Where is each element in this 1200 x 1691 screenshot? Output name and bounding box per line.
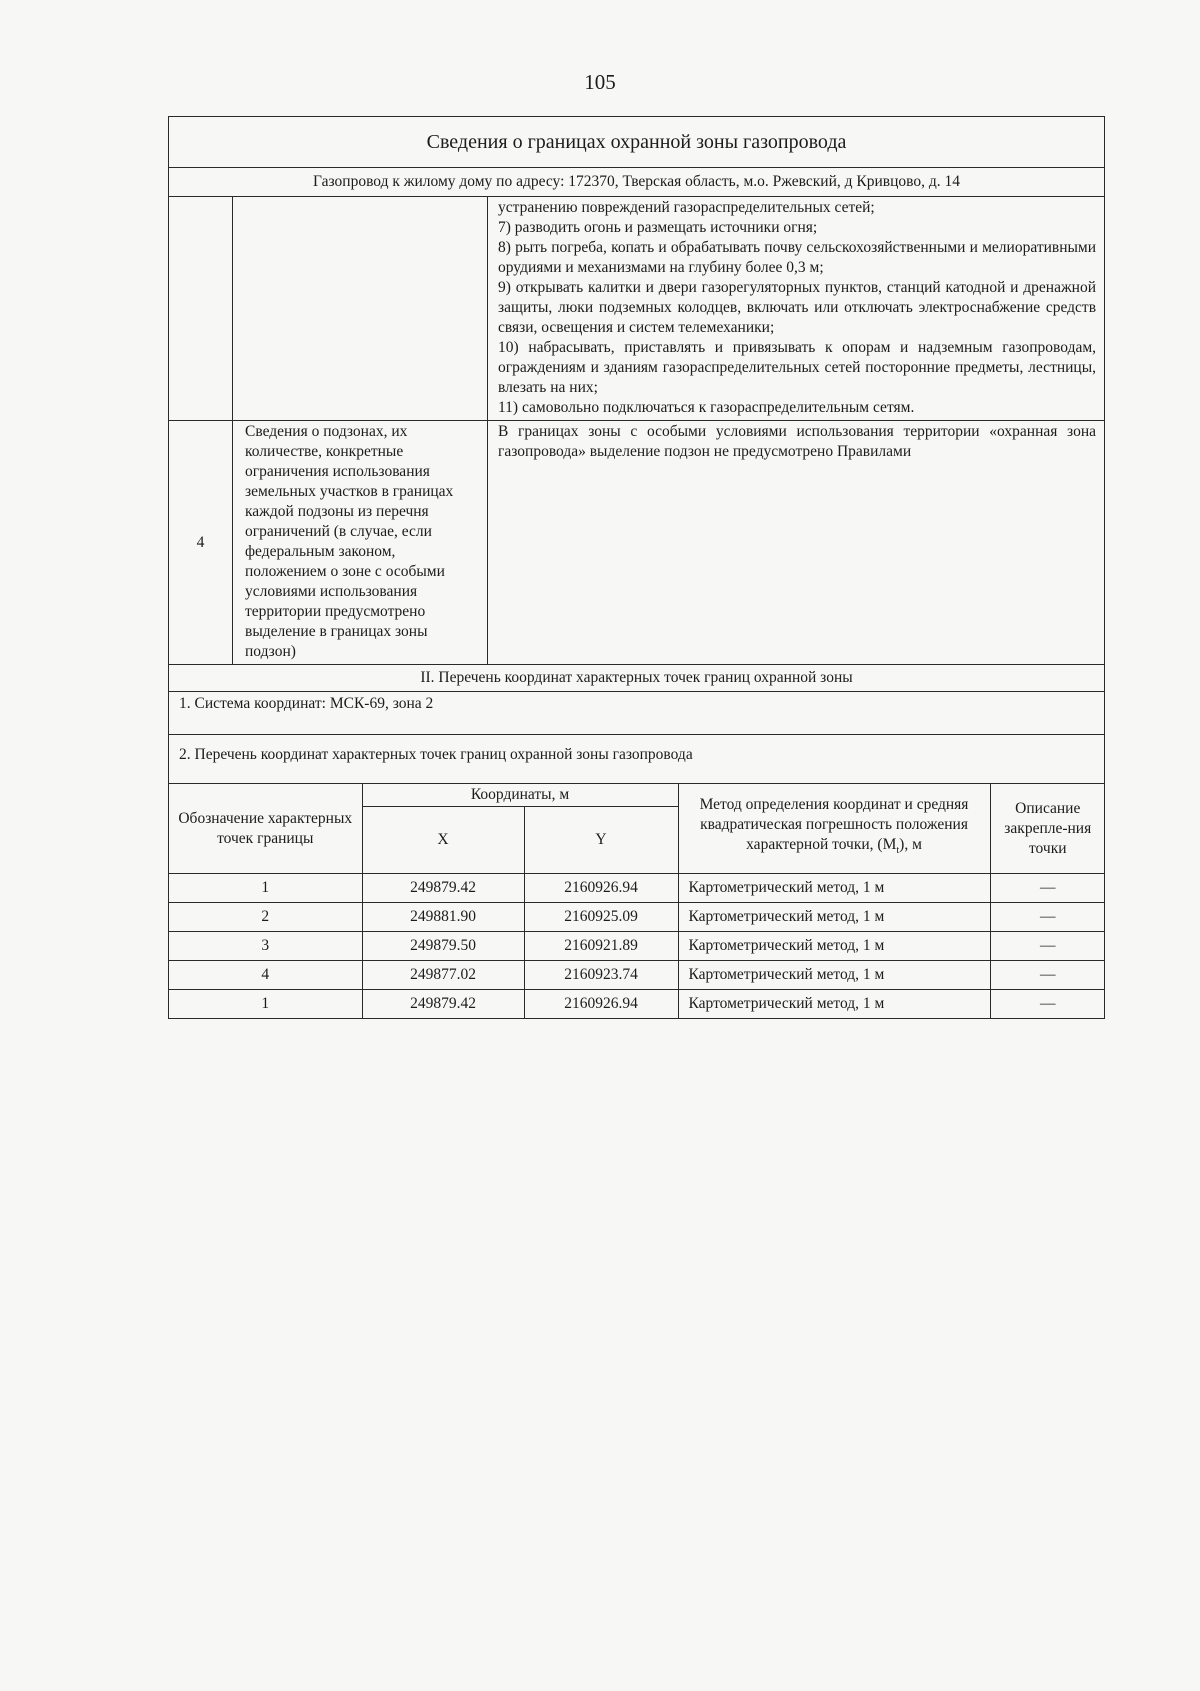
point-cell: 3 xyxy=(169,932,362,961)
table-row xyxy=(169,197,1105,421)
row-label-cell xyxy=(233,197,488,421)
header-y: Y xyxy=(524,807,678,874)
method-cell: Картометрический метод, 1 м xyxy=(678,932,990,961)
y-cell: 2160926.94 xyxy=(524,874,678,903)
method-cell: Картометрический метод, 1 м xyxy=(678,990,990,1019)
table-row xyxy=(169,961,1105,990)
object-description: Газопровод к жилому дому по адресу: 172370, Тверская область, м.о. Ржевский, д Кривцово, д. 14 xyxy=(169,168,1105,197)
restrictions-continued xyxy=(488,197,1105,421)
table-row xyxy=(169,932,1105,961)
header-description: Описание закрепле-ния точки xyxy=(990,784,1105,874)
description-cell: — xyxy=(990,903,1105,932)
restriction-item: устранению повреждений газораспределительных сетей; xyxy=(498,199,875,216)
header-method xyxy=(678,784,990,874)
description-cell: — xyxy=(990,932,1105,961)
restriction-item: 11) самовольно подключаться к газораспределительным сетям. xyxy=(498,399,915,416)
row-number: 4 xyxy=(169,421,233,665)
row-number-cell xyxy=(169,197,233,421)
y-cell: 2160921.89 xyxy=(524,932,678,961)
protection-zone-table xyxy=(168,116,1105,1019)
method-cell: Картометрический метод, 1 м xyxy=(678,961,990,990)
subzones-value xyxy=(488,421,1105,665)
coordinate-system: 1. Система координат: МСК-69, зона 2 xyxy=(169,692,1105,735)
coordinates-container xyxy=(169,784,1105,1019)
header-method-tail: ), м xyxy=(899,836,922,854)
x-cell: 249879.50 xyxy=(362,932,524,961)
restriction-item: 8) рыть погреба, копать и обрабатывать почву сельскохозяйственными и мелиоративными орудиями и механизмами на глубину более 0,3 м; xyxy=(498,239,1097,276)
description-cell: — xyxy=(990,874,1105,903)
x-cell: 249877.02 xyxy=(362,961,524,990)
table-row xyxy=(169,874,1105,903)
section-title: II. Перечень координат характерных точек границ охранной зоны xyxy=(169,665,1105,692)
point-cell: 1 xyxy=(169,874,362,903)
table-row xyxy=(169,990,1105,1019)
header-method-text: Метод определения координат и средняя квадратическая погрешность положения характерной точки, (M xyxy=(699,796,969,854)
method-cell: Картометрический метод, 1 м xyxy=(678,874,990,903)
point-cell: 2 xyxy=(169,903,362,932)
point-cell: 4 xyxy=(169,961,362,990)
description-cell: — xyxy=(990,961,1105,990)
coordinates-list-title: 2. Перечень координат характерных точек границ охранной зоны газопровода xyxy=(169,735,1105,784)
table-title: Сведения о границах охранной зоны газопровода xyxy=(169,117,1105,168)
header-coordinates: Координаты, м xyxy=(362,784,678,807)
x-cell: 249879.42 xyxy=(362,874,524,903)
y-cell: 2160925.09 xyxy=(524,903,678,932)
description-cell: — xyxy=(990,990,1105,1019)
header-x: X xyxy=(362,807,524,874)
y-cell: 2160923.74 xyxy=(524,961,678,990)
method-cell: Картометрический метод, 1 м xyxy=(678,903,990,932)
x-cell: 249881.90 xyxy=(362,903,524,932)
page-number: 105 xyxy=(584,70,616,94)
header-point: Обозначение характерных точек границы xyxy=(169,784,362,874)
y-cell: 2160926.94 xyxy=(524,990,678,1019)
coordinates-table xyxy=(169,784,1105,1018)
x-cell: 249879.42 xyxy=(362,990,524,1019)
header-method-sub: t xyxy=(896,845,900,857)
restriction-item: 10) набрасывать, приставлять и привязывать к опорам и надземным газопроводам, ограждениям и зданиям газораспределительных сетей посторонние предметы, лестницы, влезать на них; xyxy=(498,339,1097,396)
subzones-label: Сведения о подзонах, их количестве, конкретные ограничения использования земельных участков в границах каждой подзоны из перечня ограничений (в случае, если федеральным законом, положением о зоне с особыми условиями использования территории предусмотрено выделение в границах зоны подзон) xyxy=(233,421,488,665)
table-row xyxy=(169,421,1105,665)
restriction-item: 9) открывать калитки и двери газорегуляторных пунктов, станций катодной и дренажной защиты, люки подземных колодцев, включать или отключать электроснабжение средств связи, освещения и систем телемеханики; xyxy=(498,279,1097,336)
subzones-text: В границах зоны с особыми условиями использования территории «охранная зона газопровода» выделение подзон не предусмотрено Правилами xyxy=(498,423,1097,460)
table-row xyxy=(169,903,1105,932)
restriction-item: 7) разводить огонь и размещать источники огня; xyxy=(498,219,818,236)
point-cell: 1 xyxy=(169,990,362,1019)
